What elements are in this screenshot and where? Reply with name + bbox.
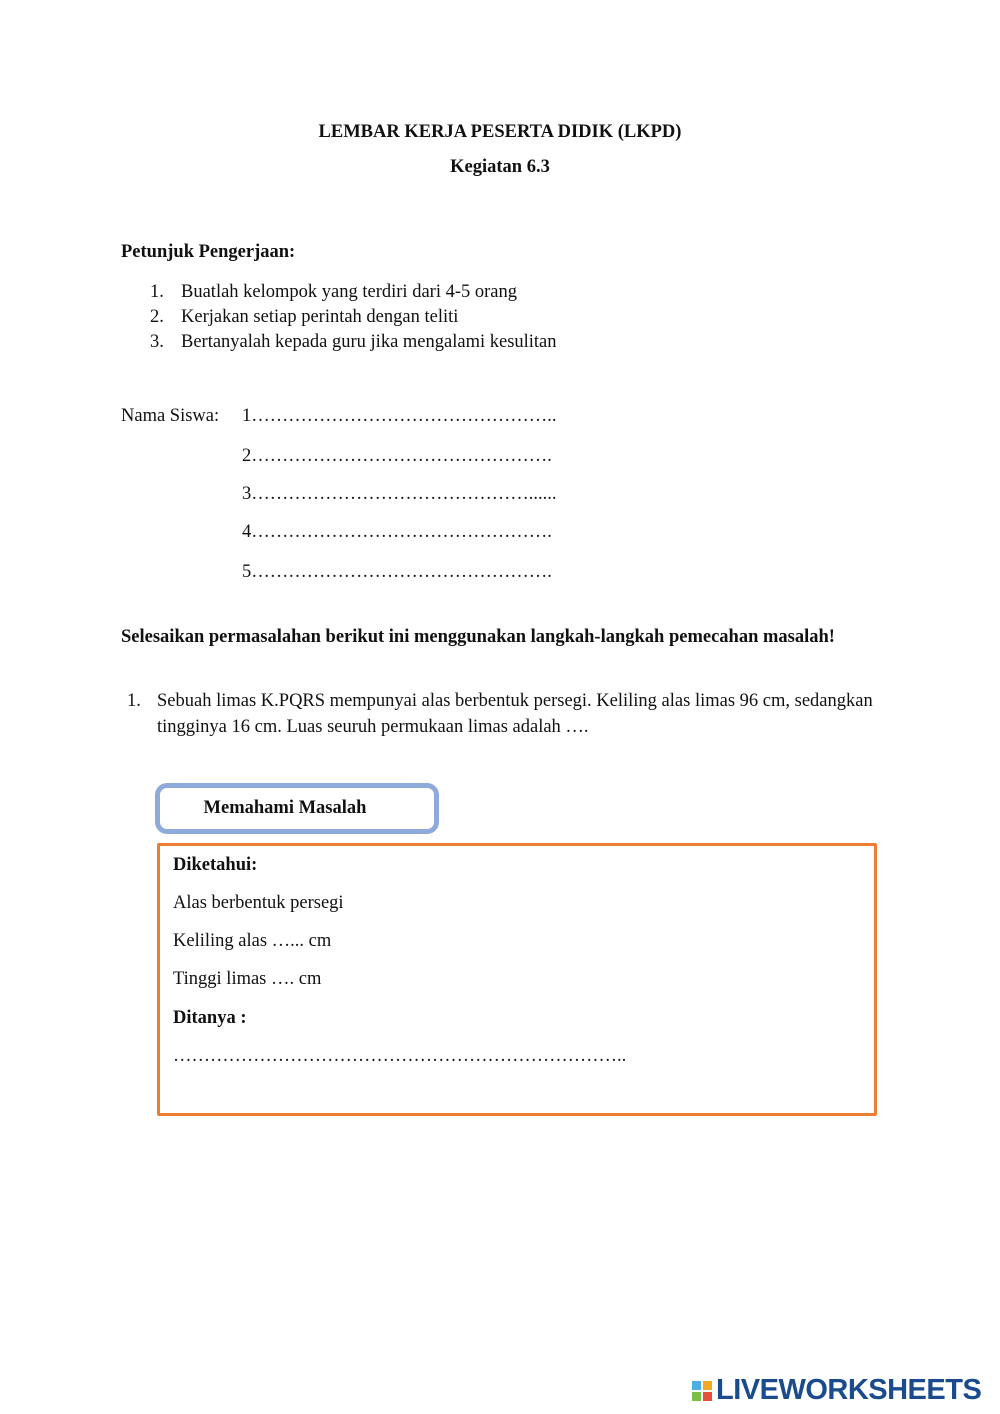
student-name-slot-1[interactable]: 1………………………………………….. xyxy=(242,406,557,426)
logo-tile xyxy=(703,1392,712,1401)
known-base-shape: Alas berbentuk persegi xyxy=(173,893,344,913)
question-number: 1. xyxy=(127,691,141,711)
known-height-input[interactable]: Tinggi limas …. cm xyxy=(173,969,322,989)
asked-label: Ditanya : xyxy=(173,1008,247,1028)
logo-tiles-icon xyxy=(692,1381,712,1401)
activity-subtitle: Kegiatan 6.3 xyxy=(450,157,550,177)
student-name-slot-3[interactable]: 3………………………………………...... xyxy=(242,484,557,504)
worksheet-title: LEMBAR KERJA PESERTA DIDIK (LKPD) xyxy=(318,122,682,142)
list-item: 1. Buatlah kelompok yang terdiri dari 4-5 orang xyxy=(150,282,517,302)
known-label: Diketahui: xyxy=(173,855,258,875)
list-item: 2. Kerjakan setiap perintah dengan teliti xyxy=(150,307,459,327)
logo-tile xyxy=(703,1381,712,1390)
logo-tile xyxy=(692,1392,701,1401)
logo-text: LIVEWORKSHEETS xyxy=(716,1374,982,1406)
list-item: 3. Bertanyalah kepada guru jika mengalami kesulitan xyxy=(150,332,557,352)
phase-label: Memahami Masalah xyxy=(203,798,367,818)
known-perimeter-input[interactable]: Keliling alas …... cm xyxy=(173,931,332,951)
problem-instruction: Selesaikan permasalahan berikut ini menggunakan langkah-langkah pemecahan masalah! xyxy=(121,627,835,647)
liveworksheets-logo xyxy=(692,1374,981,1407)
logo-tile xyxy=(692,1381,701,1390)
student-name-label: Nama Siswa: xyxy=(121,406,220,426)
asked-input[interactable]: ……………………………………………………………….. xyxy=(173,1046,627,1066)
phase-label-box xyxy=(155,783,439,834)
student-name-slot-4[interactable]: 4…………………………………………. xyxy=(242,522,552,542)
instructions-list xyxy=(150,280,557,355)
question-1 xyxy=(127,688,887,740)
question-text: Sebuah limas K.PQRS mempunyai alas berbentuk persegi. Keliling alas limas 96 cm, sedangkan tingginya 16 cm. Luas seuruh permukaan limas adalah …. xyxy=(157,691,873,737)
student-name-slot-2[interactable]: 2…………………………………………. xyxy=(242,446,552,466)
instructions-heading: Petunjuk Pengerjaan: xyxy=(121,242,296,262)
student-name-slot-5[interactable]: 5…………………………………………. xyxy=(242,562,552,582)
